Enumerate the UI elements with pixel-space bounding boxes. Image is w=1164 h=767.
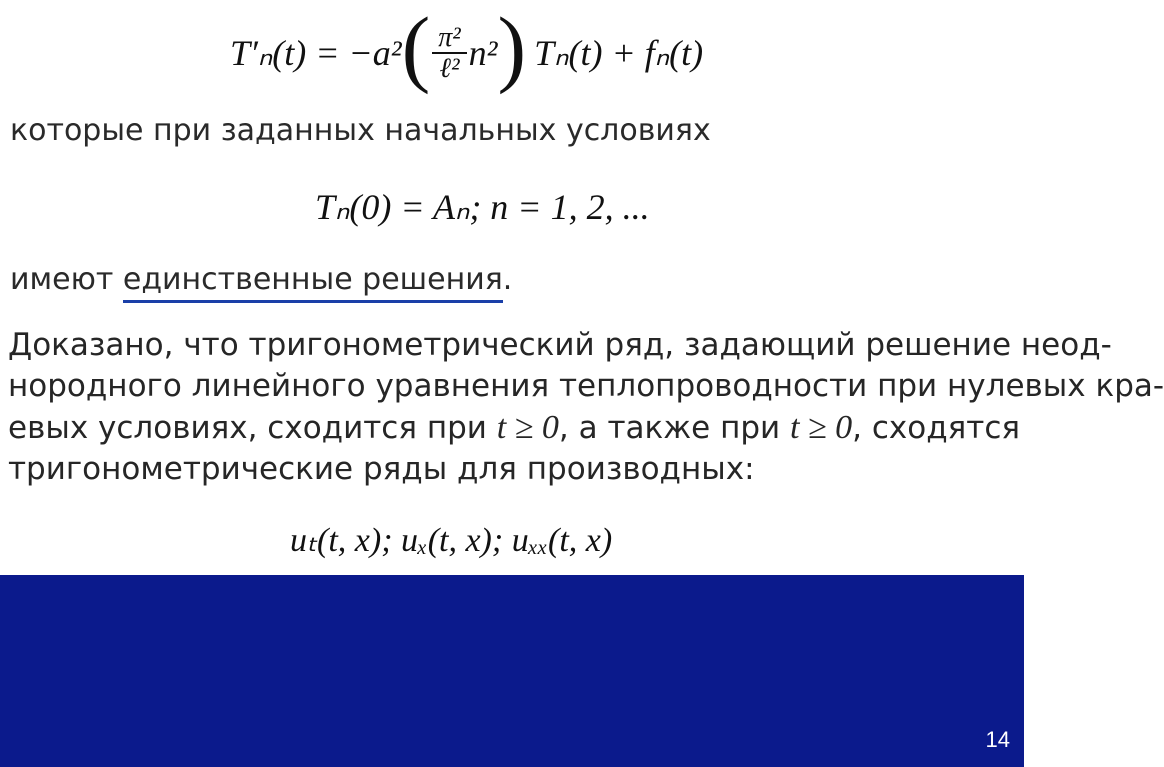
formula-lhs: T′ₙ(t) = −a² <box>230 33 402 73</box>
underlined-phrase: единственные решения <box>123 262 503 303</box>
unique-solutions-text <box>10 262 512 297</box>
footer-band <box>0 575 1024 767</box>
paragraph-line-3 <box>8 407 1021 449</box>
fraction-denominator: ℓ² <box>439 53 460 84</box>
line3-part-c: , сходятся <box>852 410 1021 446</box>
initial-conditions-text: которые при заданных начальных условиях <box>10 113 711 148</box>
text-suffix: . <box>502 262 513 297</box>
paragraph-line-4: тригонометрические ряды для производных: <box>8 451 755 487</box>
derivatives-formula: uₜ(t, x); uₓ(t, x); uₓₓ(t, x) <box>290 522 613 559</box>
formula-n-squared: n² <box>468 33 498 73</box>
text-prefix: имеют <box>10 262 123 297</box>
right-paren: ) <box>497 0 527 95</box>
formula-rhs: Tₙ(t) + fₙ(t) <box>534 33 704 73</box>
condition-1: t ≥ 0 <box>496 409 559 446</box>
left-paren: ( <box>401 0 431 95</box>
line3-part-b: , а также при <box>558 410 791 446</box>
page-number: 14 <box>985 727 1010 752</box>
paragraph-line-2: нородного линейного уравнения теплопроводности при нулевых кра- <box>8 368 1164 404</box>
line3-part-a: евых условиях, сходится при <box>8 410 497 446</box>
convergence-paragraph <box>8 325 1164 490</box>
heat-equation-ode <box>230 0 704 95</box>
fraction <box>432 23 466 84</box>
initial-conditions-formula: Tₙ(0) = Aₙ; n = 1, 2, ... <box>315 187 650 227</box>
paragraph-line-1: Доказано, что тригонометрический ряд, задающий решение неод- <box>8 327 1112 363</box>
condition-2: t ≥ 0 <box>790 409 853 446</box>
fraction-numerator: π² <box>432 23 466 54</box>
